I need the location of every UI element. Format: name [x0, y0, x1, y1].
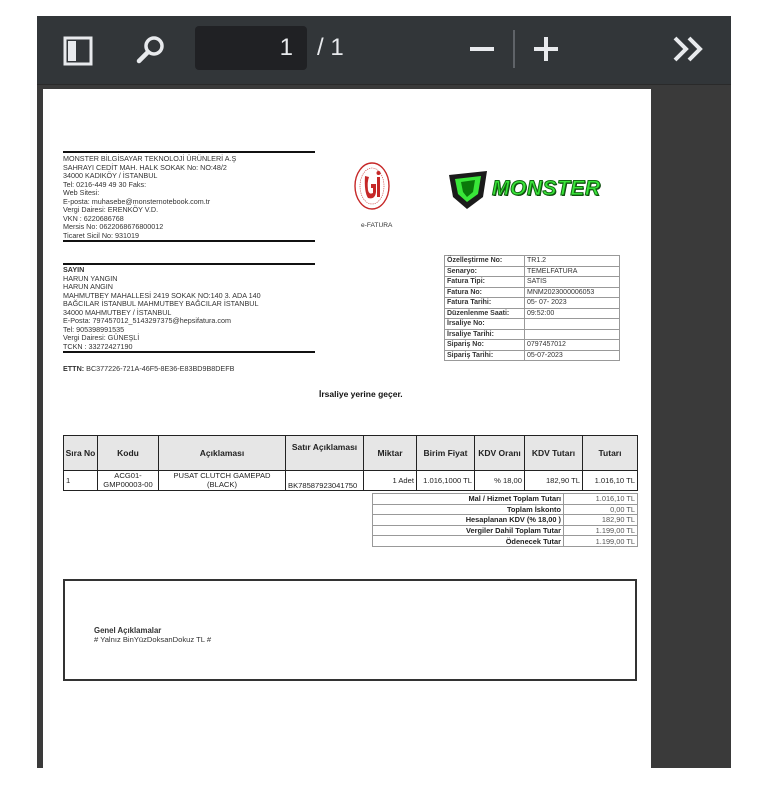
meta-row [445, 329, 620, 340]
seller-line: Ticaret Sicil No: 931019 [63, 230, 140, 240]
col-header: Birim Fiyat [417, 436, 475, 471]
seller-line: VKN : 6220686768 [63, 213, 124, 223]
zoom-out-icon [469, 36, 495, 62]
table-cell: PUSAT CLUTCH GAMEPAD (BLACK) [159, 471, 286, 491]
col-header: Açıklaması [159, 436, 286, 471]
meta-label: Senaryo: [445, 266, 525, 277]
table-cell: 182,90 TL [525, 471, 583, 491]
table-cell: 1.016,10 TL [583, 471, 638, 491]
search-button[interactable] [133, 32, 169, 68]
meta-label: Fatura Tipi: [445, 277, 525, 288]
meta-value: MNM2023000006053 [525, 287, 620, 298]
page-number-input[interactable]: 1 [195, 26, 307, 70]
table-cell: 1 Adet [364, 471, 417, 491]
totals-label: Toplam İskonto [373, 504, 564, 515]
tools-menu-button[interactable] [669, 32, 709, 66]
table-cell: ACG01-GMP00003-00 [98, 471, 159, 491]
totals-value: 1.016,10 TL [564, 494, 638, 505]
meta-value: 05- 07- 2023 [525, 298, 620, 309]
meta-value: 09:52:00 [525, 308, 620, 319]
totals-label: Hesaplanan KDV (% 18,00 ) [373, 515, 564, 526]
page-total-label: / 1 [317, 34, 344, 61]
notes-text: # Yalnız BinYüzDoksanDokuz TL # [94, 635, 212, 644]
seller-line: 34000 KADIKÖY / İSTANBUL [63, 171, 158, 180]
meta-label: İrsaliye Tarihi: [445, 329, 525, 340]
irsaliye-note: İrsaliye yerine geçer. [319, 389, 403, 399]
invoice-page [43, 89, 651, 789]
meta-value: SATIS [525, 277, 620, 288]
totals-row [373, 525, 638, 536]
meta-row [445, 266, 620, 277]
meta-row [445, 277, 620, 288]
monster-logo-emblem [447, 167, 489, 211]
totals-label: Vergiler Dahil Toplam Tutar [373, 525, 564, 536]
buyer-line: TCKN : 33272427190 [63, 341, 133, 351]
meta-value [525, 329, 620, 340]
meta-value: TR1.2 [525, 256, 620, 267]
zoom-in-button[interactable] [531, 34, 561, 64]
totals-row [373, 494, 638, 505]
meta-row [445, 319, 620, 330]
seller-line: E-posta: muhasebe@monsternotebook.com.tr [63, 196, 211, 206]
zoom-out-button[interactable] [467, 34, 497, 64]
meta-row [445, 340, 620, 351]
totals-value: 182,90 TL [564, 515, 638, 526]
totals-row [373, 515, 638, 526]
meta-row [445, 298, 620, 309]
toolbar-separator [513, 30, 515, 68]
search-icon [135, 34, 167, 66]
double-chevron-right-icon [672, 35, 706, 63]
col-header: Miktar [364, 436, 417, 471]
buyer-line: BAĞCILAR İSTANBUL MAHMUTBEY BAĞCILAR İSTANBUL [63, 299, 259, 308]
seller-line: Vergi Dairesi: ERENKÖY V.D. [63, 205, 159, 214]
meta-label: Özelleştirme No: [445, 256, 525, 267]
meta-value: 0797457012 [525, 340, 620, 351]
efatura-label: e-FATURA [361, 222, 393, 229]
meta-label: Fatura No: [445, 287, 525, 298]
notes-title: Genel Açıklamalar [94, 626, 162, 635]
sidebar-toggle-button[interactable] [61, 34, 95, 68]
buyer-line: E-Posta: 797457012_5143297375@hepsifatura.com [63, 316, 231, 325]
meta-label: Düzenlenme Saati: [445, 308, 525, 319]
seller-line: SAHRAYI CEDİT MAH. HALK SOKAK No: NO:48/2 [63, 162, 227, 172]
seller-line: Mersis No: 0622068676800012 [63, 222, 164, 231]
gib-seal-logo [354, 162, 390, 210]
items-header-row [64, 436, 638, 471]
table-row [64, 471, 638, 491]
col-header: KDV Oranı [475, 436, 525, 471]
invoice-items-table [63, 435, 638, 491]
totals-label: Ödenecek Tutar [373, 536, 564, 547]
buyer-line: HARUN ANGIN [63, 282, 113, 291]
totals-row [373, 504, 638, 515]
buyer-bottom-rule [63, 351, 315, 353]
buyer-line: 34000 MAHMUTBEY / İSTANBUL [63, 307, 172, 317]
table-cell: 1.016,1000 TL [417, 471, 475, 491]
totals-row [373, 536, 638, 547]
brand-name: MONSTER [492, 177, 601, 200]
meta-value [525, 319, 620, 330]
meta-row [445, 308, 620, 319]
totals-table [372, 493, 638, 547]
ettn-row [63, 365, 234, 374]
seller-bottom-rule [63, 240, 315, 242]
invoice-meta-table [444, 255, 620, 361]
meta-row [445, 287, 620, 298]
seller-line: Tel: 0216-449 49 30 Faks: [63, 179, 147, 189]
col-header: Tutarı [583, 436, 638, 471]
table-cell: 1 [64, 471, 98, 491]
meta-value: TEMELFATURA [525, 266, 620, 277]
table-cell: BK78587923041750 [286, 471, 364, 491]
totals-label: Mal / Hizmet Toplam Tutarı [373, 494, 564, 505]
seller-top-rule [63, 151, 315, 153]
meta-label: Sipariş Tarihi: [445, 350, 525, 361]
ettn-value: BC377226-721A-46F5-8E36-E83BD9B8DEFB [86, 364, 235, 373]
ettn-label: ETTN: [63, 364, 85, 373]
viewer-toolbar [37, 16, 731, 85]
meta-row [445, 350, 620, 361]
totals-value: 1.199,00 TL [564, 525, 638, 536]
buyer-line: Tel: 905398991535 [63, 324, 125, 334]
general-notes-box [63, 579, 637, 681]
meta-row [445, 256, 620, 267]
buyer-line: MAHMUTBEY MAHALLESİ 2419 SOKAK NO:140 3. ADA 140 [63, 290, 261, 300]
buyer-line: Vergi Dairesi: GÜNEŞLİ [63, 333, 140, 342]
col-header: Kodu [98, 436, 159, 471]
buyer-line: HARUN YANGIN [63, 273, 118, 283]
buyer-top-rule [63, 263, 315, 265]
totals-value: 0,00 TL [564, 504, 638, 515]
sidebar-toggle-icon [63, 36, 93, 66]
seller-line: MONSTER BİLGİSAYAR TEKNOLOJİ ÜRÜNLERİ A.Ş [63, 154, 237, 163]
col-header: Satır Açıklaması [286, 436, 364, 471]
meta-label: İrsaliye No: [445, 319, 525, 330]
meta-label: Sipariş No: [445, 340, 525, 351]
meta-label: Fatura Tarihi: [445, 298, 525, 309]
buyer-title: SAYIN [63, 265, 85, 274]
seller-line: Web Sitesi: [63, 188, 100, 197]
meta-value: 05-07-2023 [525, 350, 620, 361]
zoom-in-icon [533, 36, 559, 62]
col-header: Sıra No [64, 436, 98, 471]
totals-value: 1.199,00 TL [564, 536, 638, 547]
col-header: KDV Tutarı [525, 436, 583, 471]
table-cell: % 18,00 [475, 471, 525, 491]
